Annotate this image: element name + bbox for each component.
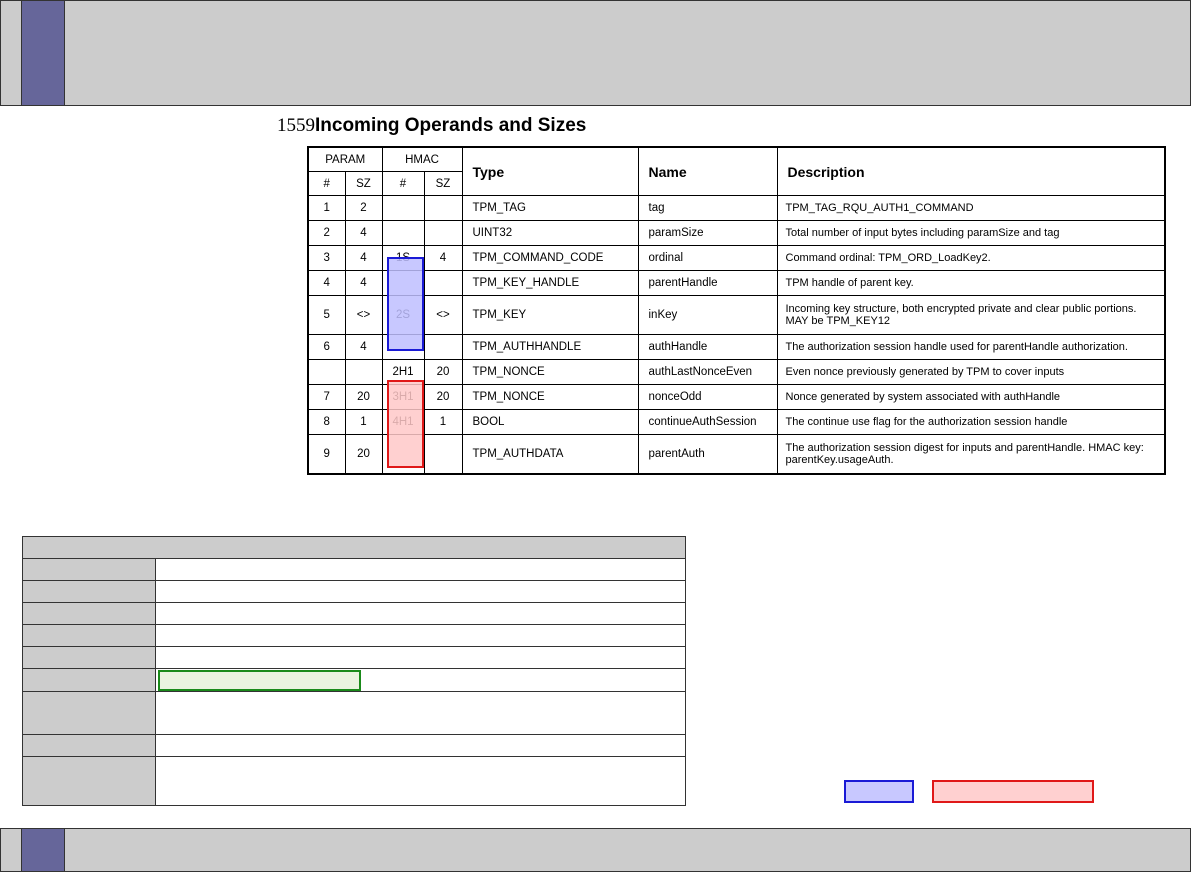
hmac-size: [424, 271, 462, 296]
hmac-size-header: SZ: [424, 172, 462, 196]
form-value: [156, 669, 685, 691]
param-num: 3: [308, 246, 345, 271]
description-cell: The authorization session digest for inputs and parentHandle. HMAC key: parentKey.usageAuth.: [777, 435, 1165, 475]
name-cell: nonceOdd: [638, 385, 777, 410]
hmac-size: [424, 196, 462, 221]
red-highlight-box: [387, 380, 424, 468]
form-value: [156, 757, 685, 805]
description-cell: TPM_TAG_RQU_AUTH1_COMMAND: [777, 196, 1165, 221]
form-header: [23, 537, 685, 559]
name-cell: authHandle: [638, 335, 777, 360]
form-row: [23, 692, 685, 735]
table-row: [308, 335, 1165, 360]
hmac-size: 20: [424, 385, 462, 410]
type-cell: TPM_NONCE: [462, 385, 638, 410]
param-num-header: #: [308, 172, 345, 196]
form-label: [23, 647, 156, 668]
top-banner: [0, 0, 1191, 106]
table-row: [308, 360, 1165, 385]
table-row: [308, 196, 1165, 221]
type-cell: TPM_COMMAND_CODE: [462, 246, 638, 271]
form-label: [23, 735, 156, 756]
param-num: 5: [308, 296, 345, 335]
form-value: [156, 735, 685, 756]
form-row: [23, 669, 685, 692]
param-num: 1: [308, 196, 345, 221]
name-cell: continueAuthSession: [638, 410, 777, 435]
form-row: [23, 603, 685, 625]
description-column-header: Description: [777, 147, 1165, 196]
hmac-num: 2H1: [382, 360, 424, 385]
param-num: 4: [308, 271, 345, 296]
hmac-size: 20: [424, 360, 462, 385]
param-num: 2: [308, 221, 345, 246]
param-num: 7: [308, 385, 345, 410]
table-row: [308, 410, 1165, 435]
operands-table: [307, 146, 1166, 475]
type-cell: TPM_AUTHHANDLE: [462, 335, 638, 360]
section-title: Incoming Operands and Sizes: [315, 115, 587, 136]
form-row: [23, 581, 685, 603]
hmac-num-header: #: [382, 172, 424, 196]
form-row: [23, 647, 685, 669]
hmac-size: [424, 335, 462, 360]
param-size: 4: [345, 221, 382, 246]
param-num: 9: [308, 435, 345, 475]
param-num: [308, 360, 345, 385]
form-label: [23, 669, 156, 691]
param-size: 4: [345, 246, 382, 271]
param-size: 20: [345, 435, 382, 475]
blue-highlight-box: [387, 257, 424, 351]
type-cell: TPM_KEY: [462, 296, 638, 335]
param-size: 2: [345, 196, 382, 221]
top-banner-accent: [21, 1, 65, 105]
param-size-header: SZ: [345, 172, 382, 196]
hmac-num: [382, 196, 424, 221]
form-value: [156, 603, 685, 624]
form-row: [23, 559, 685, 581]
name-cell: parentHandle: [638, 271, 777, 296]
name-cell: tag: [638, 196, 777, 221]
form-label: [23, 559, 156, 580]
table-row: [308, 435, 1165, 475]
description-cell: The authorization session handle used for parentHandle authorization.: [777, 335, 1165, 360]
table-row: [308, 246, 1165, 271]
table-row: [308, 385, 1165, 410]
type-column-header: Type: [462, 147, 638, 196]
table-row: [308, 221, 1165, 246]
hmac-size: 1: [424, 410, 462, 435]
param-size: <>: [345, 296, 382, 335]
param-size: [345, 360, 382, 385]
description-cell: The continue use flag for the authorization session handle: [777, 410, 1165, 435]
hmac-num: [382, 221, 424, 246]
form-label: [23, 603, 156, 624]
bottom-banner: [0, 828, 1191, 872]
hmac-group-header: HMAC: [382, 147, 462, 172]
table-row: [308, 296, 1165, 335]
bottom-banner-accent: [21, 829, 65, 871]
form-value: [156, 647, 685, 668]
green-highlight-box: [158, 670, 361, 691]
red-legend-box: [932, 780, 1094, 803]
param-group-header: PARAM: [308, 147, 382, 172]
hmac-size: [424, 435, 462, 475]
param-num: 8: [308, 410, 345, 435]
type-cell: UINT32: [462, 221, 638, 246]
description-cell: Nonce generated by system associated with authHandle: [777, 385, 1165, 410]
type-cell: TPM_AUTHDATA: [462, 435, 638, 475]
name-cell: inKey: [638, 296, 777, 335]
param-size: 20: [345, 385, 382, 410]
type-cell: BOOL: [462, 410, 638, 435]
param-size: 4: [345, 271, 382, 296]
hmac-size: <>: [424, 296, 462, 335]
section-number: 1559: [277, 115, 315, 136]
blue-legend-box: [844, 780, 914, 803]
description-cell: Command ordinal: TPM_ORD_LoadKey2.: [777, 246, 1165, 271]
type-cell: TPM_KEY_HANDLE: [462, 271, 638, 296]
form-label: [23, 692, 156, 734]
param-size: 4: [345, 335, 382, 360]
hmac-size: 4: [424, 246, 462, 271]
name-column-header: Name: [638, 147, 777, 196]
table-row: [308, 271, 1165, 296]
hmac-size: [424, 221, 462, 246]
name-cell: parentAuth: [638, 435, 777, 475]
form-row: [23, 625, 685, 647]
description-cell: Incoming key structure, both encrypted private and clear public portions. MAY be TPM_KEY12: [777, 296, 1165, 335]
name-cell: ordinal: [638, 246, 777, 271]
empty-form-grid: [22, 536, 686, 806]
form-row: [23, 757, 685, 805]
form-value: [156, 559, 685, 580]
name-cell: authLastNonceEven: [638, 360, 777, 385]
section-heading: [277, 115, 586, 137]
form-value: [156, 581, 685, 602]
form-row: [23, 735, 685, 757]
description-cell: Total number of input bytes including paramSize and tag: [777, 221, 1165, 246]
name-cell: paramSize: [638, 221, 777, 246]
description-cell: Even nonce previously generated by TPM to cover inputs: [777, 360, 1165, 385]
form-label: [23, 581, 156, 602]
param-size: 1: [345, 410, 382, 435]
description-cell: TPM handle of parent key.: [777, 271, 1165, 296]
type-cell: TPM_NONCE: [462, 360, 638, 385]
form-label: [23, 757, 156, 805]
form-value: [156, 625, 685, 646]
form-value: [156, 692, 685, 734]
type-cell: TPM_TAG: [462, 196, 638, 221]
form-label: [23, 625, 156, 646]
param-num: 6: [308, 335, 345, 360]
